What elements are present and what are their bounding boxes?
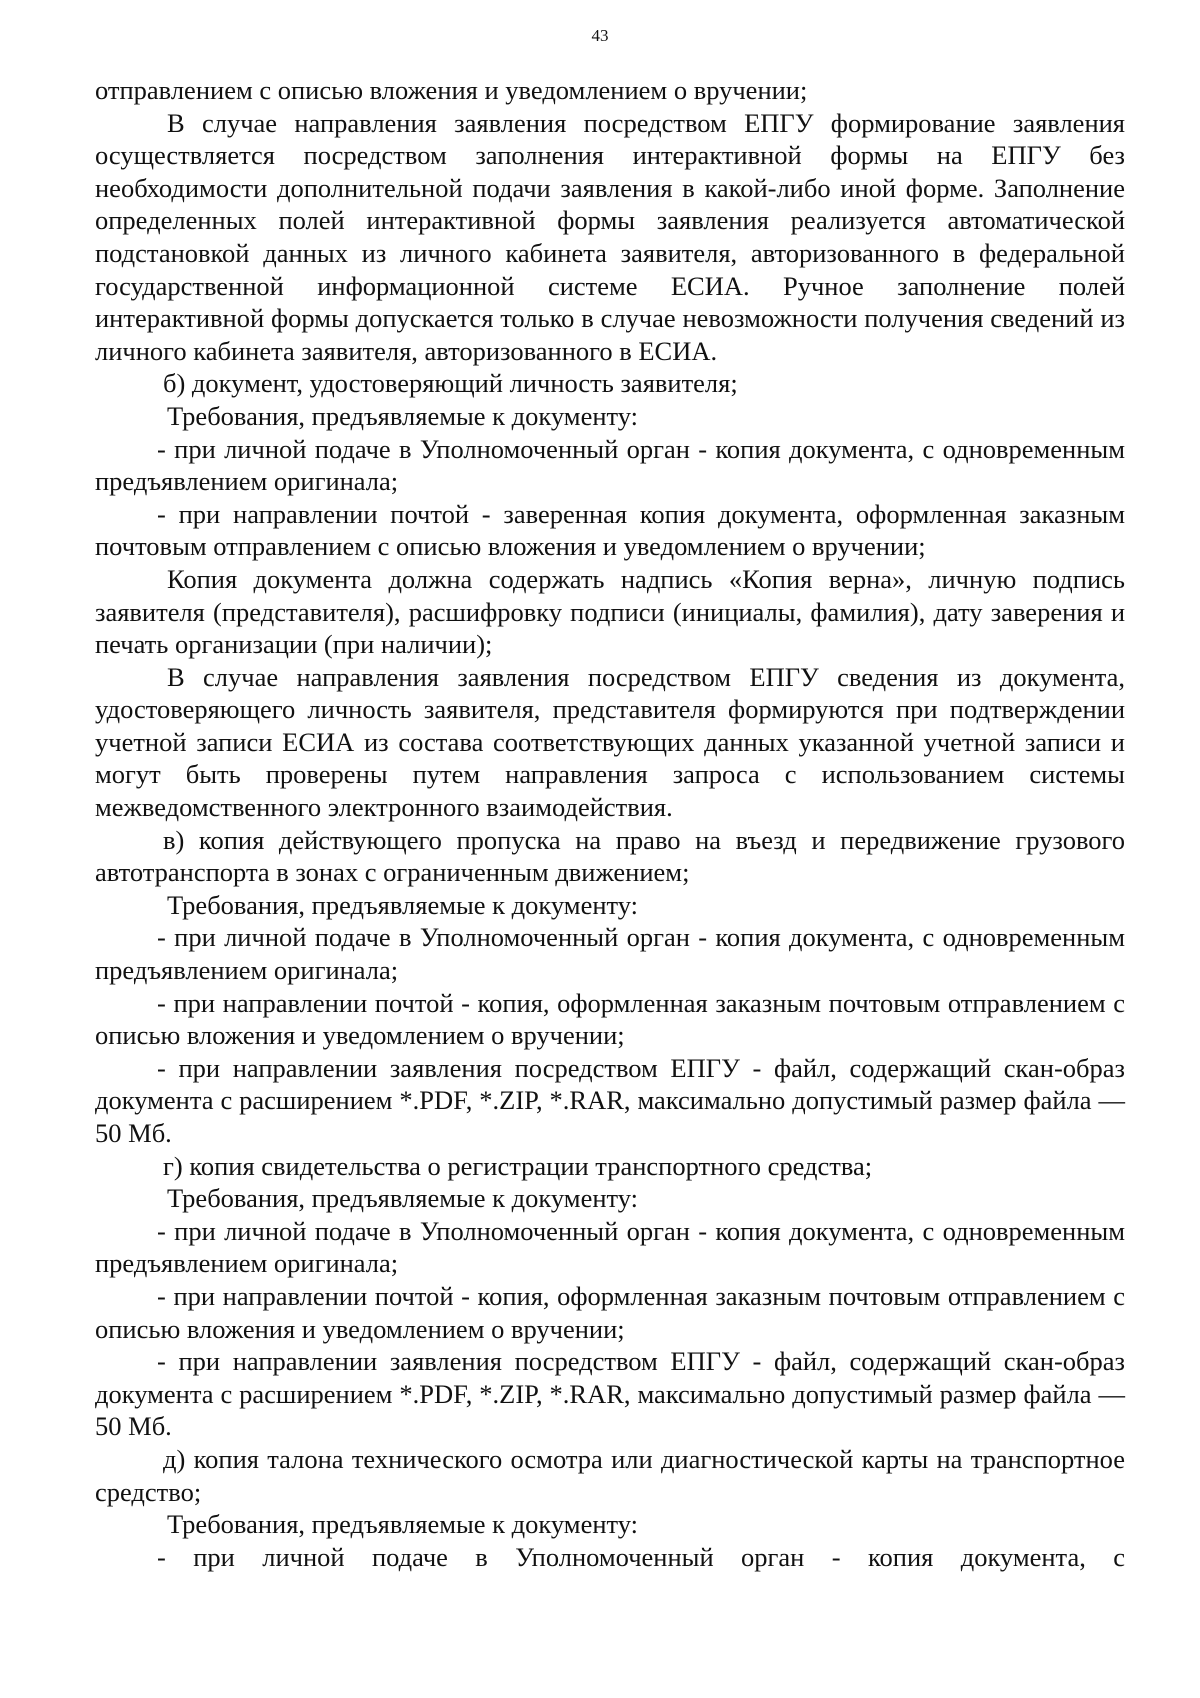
paragraph: В случае направления заявления посредством ЕПГУ формирование заявления осуществляется посредством заполнения интерактивной формы на ЕПГУ без необходимости дополнительной подачи заявления в какой-либо иной форме. Заполнение определенных полей интерактивной формы заявления реализуется автоматической подстановкой данных из личного кабинета заявителя, авторизованного в федеральной государственной информационной системе ЕСИА. Ручное заполнение полей интерактивной формы допускается только в случае невозможности получения сведений из личного кабинета заявителя, авторизованного в ЕСИА. (95, 107, 1125, 366)
paragraph: В случае направления заявления посредством ЕПГУ сведения из документа, удостоверяющего личность заявителя, представителя формируются при подтверждении учетной записи ЕСИА из состава соответствующих данных указанной учетной записи и могут быть проверены путем направления запроса с использованием системы межведомственного электронного взаимодействия. (95, 661, 1125, 823)
paragraph: - при личной подаче в Уполномоченный орган - копия документа, с одновременным предъявлением оригинала; (95, 433, 1125, 497)
paragraph: - при личной подаче в Уполномоченный орган - копия документа, с одновременным предъявлением оригинала; (95, 922, 1125, 986)
paragraph: отправлением с описью вложения и уведомлением о вручении; (95, 75, 808, 105)
paragraph: - при направлении заявления посредством ЕПГУ - файл, содержащий скан-образ документа с расширением *.PDF, *.ZIP, *.RAR, максимально допустимый размер файла — 50 Мб. (95, 1052, 1125, 1148)
paragraph: г) копия свидетельства о регистрации транспортного средства; (163, 1150, 873, 1181)
paragraph: - при направлении почтой - заверенная копия документа, оформленная заказным почтовым отправлением с описью вложения и уведомлением о вручении; (95, 498, 1125, 562)
paragraph: д) копия талона технического осмотра или диагностической карты на транспортное средство; (95, 1443, 1125, 1507)
paragraph: Требования, предъявляемые к документу: (167, 889, 639, 920)
paragraph: Копия документа должна содержать надпись «Копия верна», личную подпись заявителя (представителя), расшифровку подписи (инициалы, фамилия), дату заверения и печать организации (при наличии); (95, 563, 1125, 660)
page-number: 43 (591, 26, 609, 45)
paragraph: Требования, предъявляемые к документу: (167, 1509, 639, 1540)
paragraph: - при направлении заявления посредством ЕПГУ - файл, содержащий скан-образ документа с расширением *.PDF, *.ZIP, *.RAR, максимально допустимый размер файла — 50 Мб. (95, 1346, 1125, 1442)
paragraph: - при направлении почтой - копия, оформленная заказным почтовым отправлением с описью вложения и уведомлением о вручении; (95, 1280, 1125, 1344)
document-body (95, 74, 1125, 1573)
paragraph: - при направлении почтой - копия, оформленная заказным почтовым отправлением с описью вложения и уведомлением о вручении; (95, 987, 1125, 1051)
paragraph: Требования, предъявляемые к документу: (167, 400, 639, 431)
paragraph: в) копия действующего пропуска на право на въезд и передвижение грузового автотранспорта в зонах с ограниченным движением; (95, 824, 1125, 888)
paragraph: Требования, предъявляемые к документу: (167, 1183, 639, 1214)
paragraph: б) документ, удостоверяющий личность заявителя; (163, 368, 738, 399)
paragraph: - при личной подаче в Уполномоченный орган - копия документа, с одновременным предъявлением оригинала; (95, 1215, 1125, 1279)
paragraph: - при личной подаче в Уполномоченный орган - копия документа, с (157, 1541, 1125, 1572)
